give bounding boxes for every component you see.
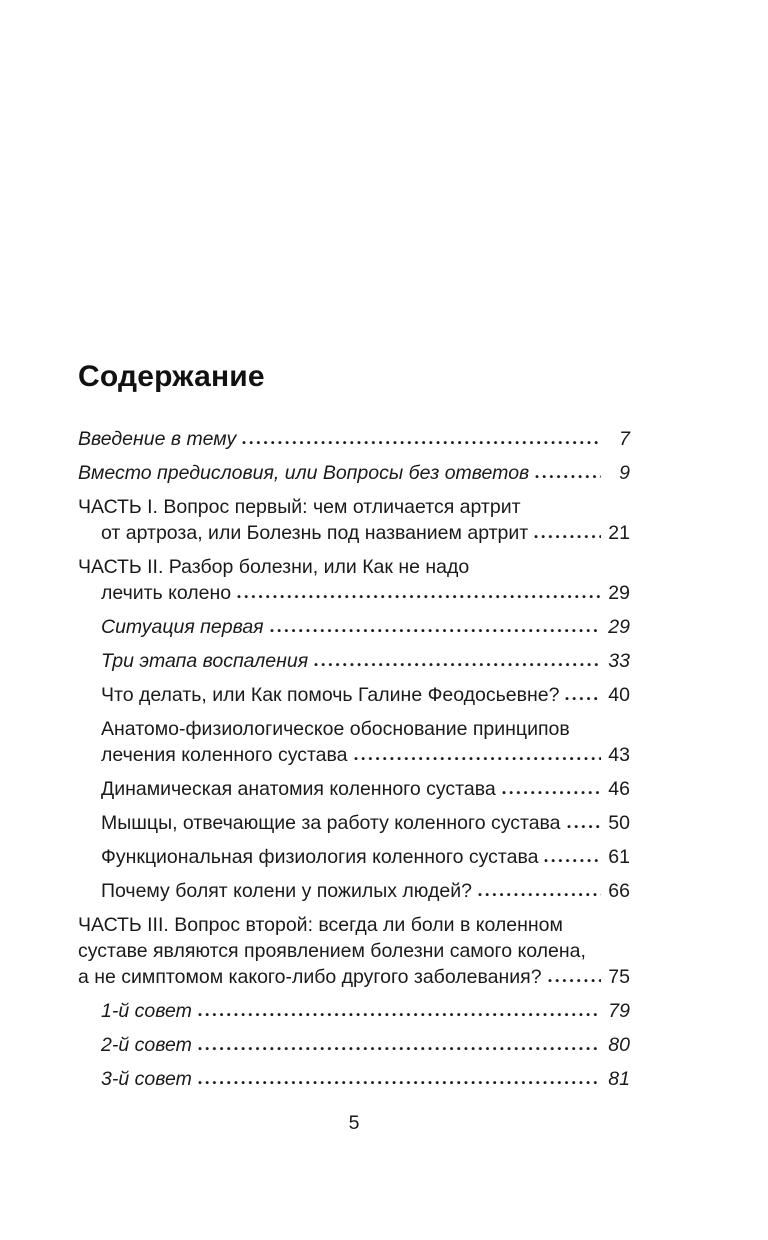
toc-entry-text: 3-й совет	[101, 1068, 192, 1090]
toc-page-number: 61	[608, 846, 630, 868]
toc-page-number: 40	[608, 684, 630, 706]
toc-entry	[78, 1066, 630, 1092]
toc-page-number: 80	[608, 1034, 630, 1056]
toc-page-number: 81	[608, 1068, 630, 1090]
toc-entry-text: Почему болят колени у пожилых людей?	[101, 880, 472, 902]
dot-leader	[547, 973, 601, 983]
toc-page-number: 21	[608, 522, 630, 544]
toc-page-number: 29	[608, 582, 630, 604]
dot-leader	[564, 691, 601, 701]
toc-entry	[78, 1032, 630, 1058]
page-title: Содержание	[78, 360, 265, 393]
table-of-contents	[78, 426, 630, 1092]
dot-leader	[353, 751, 601, 761]
dot-leader	[241, 435, 601, 445]
dot-leader	[533, 529, 601, 539]
toc-entry	[78, 878, 630, 904]
toc-entry-text: Мышцы, отвечающие за работу коленного сустава	[101, 812, 561, 834]
toc-entry	[78, 682, 630, 708]
toc-entry	[78, 554, 630, 606]
toc-entry-text: Анатомо-физиологическое обоснование принципов	[101, 718, 570, 740]
toc-page-number: 75	[608, 966, 630, 988]
toc-entry-text: а не симптомом какого-либо другого заболевания?	[78, 966, 542, 988]
dot-leader	[197, 1041, 601, 1051]
toc-entry	[78, 494, 630, 546]
toc-entry-text: от артроза, или Болезнь под названием артрит	[101, 522, 529, 544]
dot-leader	[313, 657, 601, 667]
toc-entry	[78, 810, 630, 836]
toc-entry	[78, 998, 630, 1024]
toc-entry-text: Ситуация первая	[101, 616, 264, 638]
toc-entry	[78, 844, 630, 870]
toc-page-number: 46	[608, 778, 630, 800]
toc-entry	[78, 460, 630, 486]
toc-entry	[78, 776, 630, 802]
toc-entry-text: 2-й совет	[101, 1034, 192, 1056]
toc-page-number: 50	[608, 812, 630, 834]
folio-page-number: 5	[348, 1112, 360, 1134]
toc-entry-text: Вместо предисловия, или Вопросы без ответов	[78, 462, 530, 484]
dot-leader	[477, 887, 601, 897]
dot-leader	[543, 853, 601, 863]
toc-entry-text: ЧАСТЬ I. Вопрос первый: чем отличается артрит	[78, 496, 521, 518]
toc-entry-text: Что делать, или Как помочь Галине Феодосьевне?	[101, 684, 560, 706]
dot-leader	[197, 1007, 601, 1017]
dot-leader	[534, 469, 601, 479]
toc-entry-text: Функциональная физиология коленного сустава	[101, 846, 539, 868]
toc-entry	[78, 614, 630, 640]
dot-leader	[566, 819, 601, 829]
toc-entry-text: ЧАСТЬ II. Разбор болезни, или Как не надо	[78, 556, 470, 578]
toc-entry	[78, 912, 630, 990]
toc-page-number: 33	[608, 650, 630, 672]
toc-entry	[78, 648, 630, 674]
toc-page-number: 43	[608, 744, 630, 766]
toc-page-number: 66	[608, 880, 630, 902]
toc-entry-text: Введение в тему	[78, 428, 237, 450]
toc-page-number: 9	[619, 462, 630, 484]
toc-entry-text: Динамическая анатомия коленного сустава	[101, 778, 496, 800]
toc-entry	[78, 426, 630, 452]
toc-entry-text: суставе являются проявлением болезни самого колена,	[78, 940, 586, 962]
dot-leader	[197, 1075, 601, 1085]
toc-page-number: 29	[608, 616, 630, 638]
toc-entry-text: ЧАСТЬ III. Вопрос второй: всегда ли боли в коленном	[78, 914, 563, 936]
toc-entry-text: Три этапа воспаления	[101, 650, 309, 672]
dot-leader	[236, 589, 601, 599]
dot-leader	[501, 785, 601, 795]
dot-leader	[269, 623, 601, 633]
toc-entry-text: лечить колено	[101, 582, 232, 604]
toc-page-number: 7	[619, 428, 630, 450]
toc-entry	[78, 716, 630, 768]
toc-entry-text: лечения коленного сустава	[101, 744, 348, 766]
toc-page-number: 79	[608, 1000, 630, 1022]
toc-entry-text: 1-й совет	[101, 1000, 192, 1022]
